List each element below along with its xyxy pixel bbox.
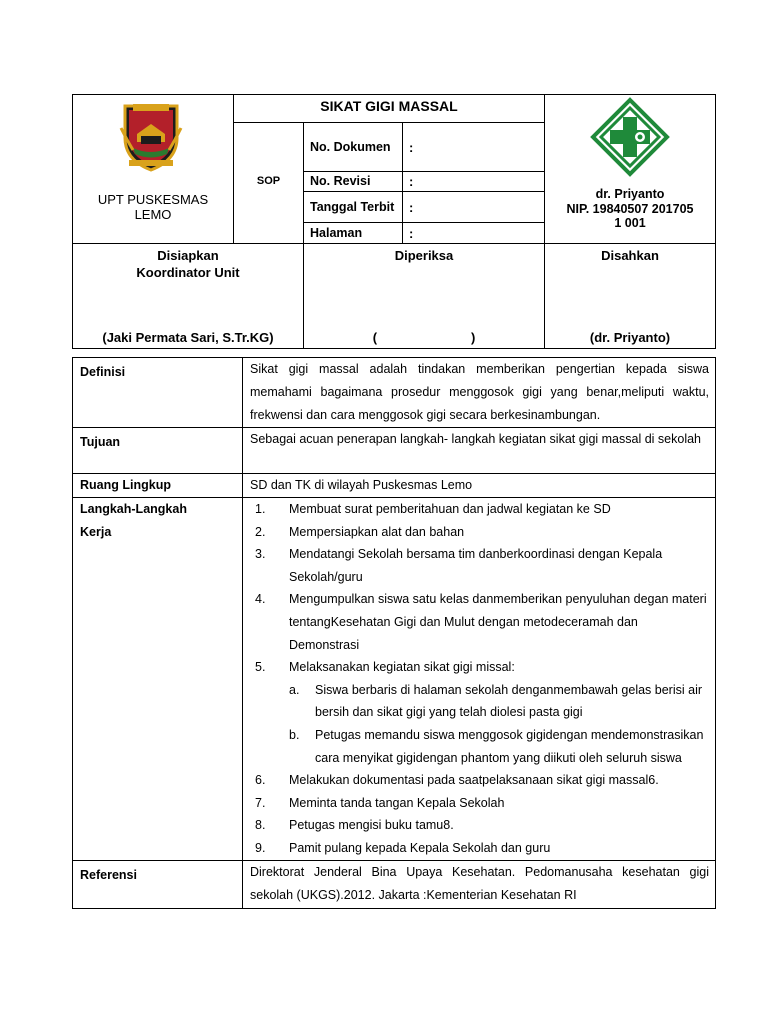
approver-cell <box>545 95 716 244</box>
regional-crest-icon <box>119 100 183 172</box>
field-value-tanggal-terbit: : <box>403 192 545 223</box>
approver-nip-line1: NIP. 19840507 201705 <box>566 201 694 216</box>
checked-name: ( ) <box>372 330 476 345</box>
langkah-label <box>73 498 243 861</box>
organization-cell <box>73 95 234 244</box>
approved-label: Disahkan <box>601 248 659 263</box>
langkah-label-line2: Kerja <box>80 525 112 539</box>
definisi-text: Sikat gigi massal adalah tindakan memberikan pengertian kepada siswa memahami bagaimana prosedur menggosok gigi yang benar,meliputi waktu, frekwensi dan cara menggosok gigi secara berkesinambungan. <box>243 358 716 428</box>
step-item: 7. Meminta tanda tangan Kepala Sekolah <box>255 795 505 810</box>
step-item: 2. Mempersiapkan alat dan bahan <box>255 524 465 539</box>
approver-nip-line2: 1 001 <box>614 216 646 230</box>
approved-name: (dr. Priyanto) <box>589 330 671 345</box>
puskesmas-cross-icon <box>590 97 670 177</box>
step-item: 4. Mengumpulkan siswa satu kelas danmemberikan penyuluhan degan materi tentangKesehatan Gigi dan Mulut dengan metodeceramah dan Demonstrasi <box>255 592 707 652</box>
step-item: 3. Mendatangi Sekolah bersama tim danberkoordinasi dengan Kepala Sekolah/guru <box>255 547 663 584</box>
procedure-table <box>72 357 716 909</box>
substep-item: b. Petugas memandu siswa menggosok gigidengan mendemonstrasikan cara menyikat gigidengan phantom yang diikuti oleh seluruh siswa <box>289 727 704 765</box>
approved-by-cell <box>545 244 716 349</box>
step-item: 9. Pamit pulang kepada Kepala Sekolah dan guru <box>255 840 551 855</box>
checked-label: Diperiksa <box>394 248 454 263</box>
step-item: 8. Petugas mengisi buku tamu8. <box>255 818 454 833</box>
field-label-tanggal-terbit: Tanggal Terbit <box>304 192 403 223</box>
prepared-role: Koordinator Unit <box>136 265 240 280</box>
tujuan-label: Tujuan <box>73 428 243 474</box>
document-type: SOP <box>234 123 304 244</box>
definisi-label: Definisi <box>73 358 243 428</box>
referensi-text: Direktorat Jenderal Bina Upaya Kesehatan. Pedomanusaha kesehatan gigi sekolah (UKGS).2012. Jakarta :Kementerian Kesehatan RI <box>243 860 716 908</box>
field-label-no-dokumen: No. Dokumen <box>304 123 403 172</box>
org-name-line2: LEMO <box>134 207 172 222</box>
field-label-no-revisi: No. Revisi <box>304 172 403 192</box>
ruang-lingkup-text: SD dan TK di wilayah Puskesmas Lemo <box>243 474 716 498</box>
document-title: SIKAT GIGI MASSAL <box>234 95 545 123</box>
field-value-no-dokumen: : <box>403 123 545 172</box>
step-item: 5. Melaksanakan kegiatan sikat gigi missal: a. Siswa berbaris di halaman sekolah denganmembawah gelas berisi air bersih dan sikat gigi yang telah diolesi pasta gigi b. Petugas memandu siswa menggosok gigidengan mendemonstrasikan cara menyikat gigidengan phantom yang diikuti oleh seluruh siswa <box>253 656 709 769</box>
org-name-line1: UPT PUSKESMAS <box>97 192 209 207</box>
tujuan-text: Sebagai acuan penerapan langkah- langkah kegiatan sikat gigi massal di sekolah <box>243 428 716 474</box>
document-header-table <box>72 94 716 349</box>
step-item: 6. Melakukan dokumentasi pada saatpelaksanaan sikat gigi massal6. <box>255 773 659 788</box>
substep-item: a. Siswa berbaris di halaman sekolah denganmembawah gelas berisi air bersih dan sikat gigi yang telah diolesi pasta gigi <box>289 682 703 720</box>
field-value-no-revisi: : <box>403 172 545 192</box>
langkah-label-line1: Langkah-Langkah <box>80 502 187 516</box>
ruang-lingkup-label: Ruang Lingkup <box>73 474 243 498</box>
langkah-steps <box>243 498 716 861</box>
checked-by-cell <box>304 244 545 349</box>
prepared-by-cell <box>73 244 304 349</box>
step-item: 1. Membuat surat pemberitahuan dan jadwal kegiatan ke SD <box>255 502 611 516</box>
field-label-halaman: Halaman <box>304 223 403 244</box>
prepared-name: (Jaki Permata Sari, S.Tr.KG) <box>102 330 274 345</box>
approver-name: dr. Priyanto <box>595 187 665 201</box>
prepared-label: Disiapkan <box>157 248 219 263</box>
field-value-halaman: : <box>403 223 545 244</box>
referensi-label: Referensi <box>73 860 243 908</box>
